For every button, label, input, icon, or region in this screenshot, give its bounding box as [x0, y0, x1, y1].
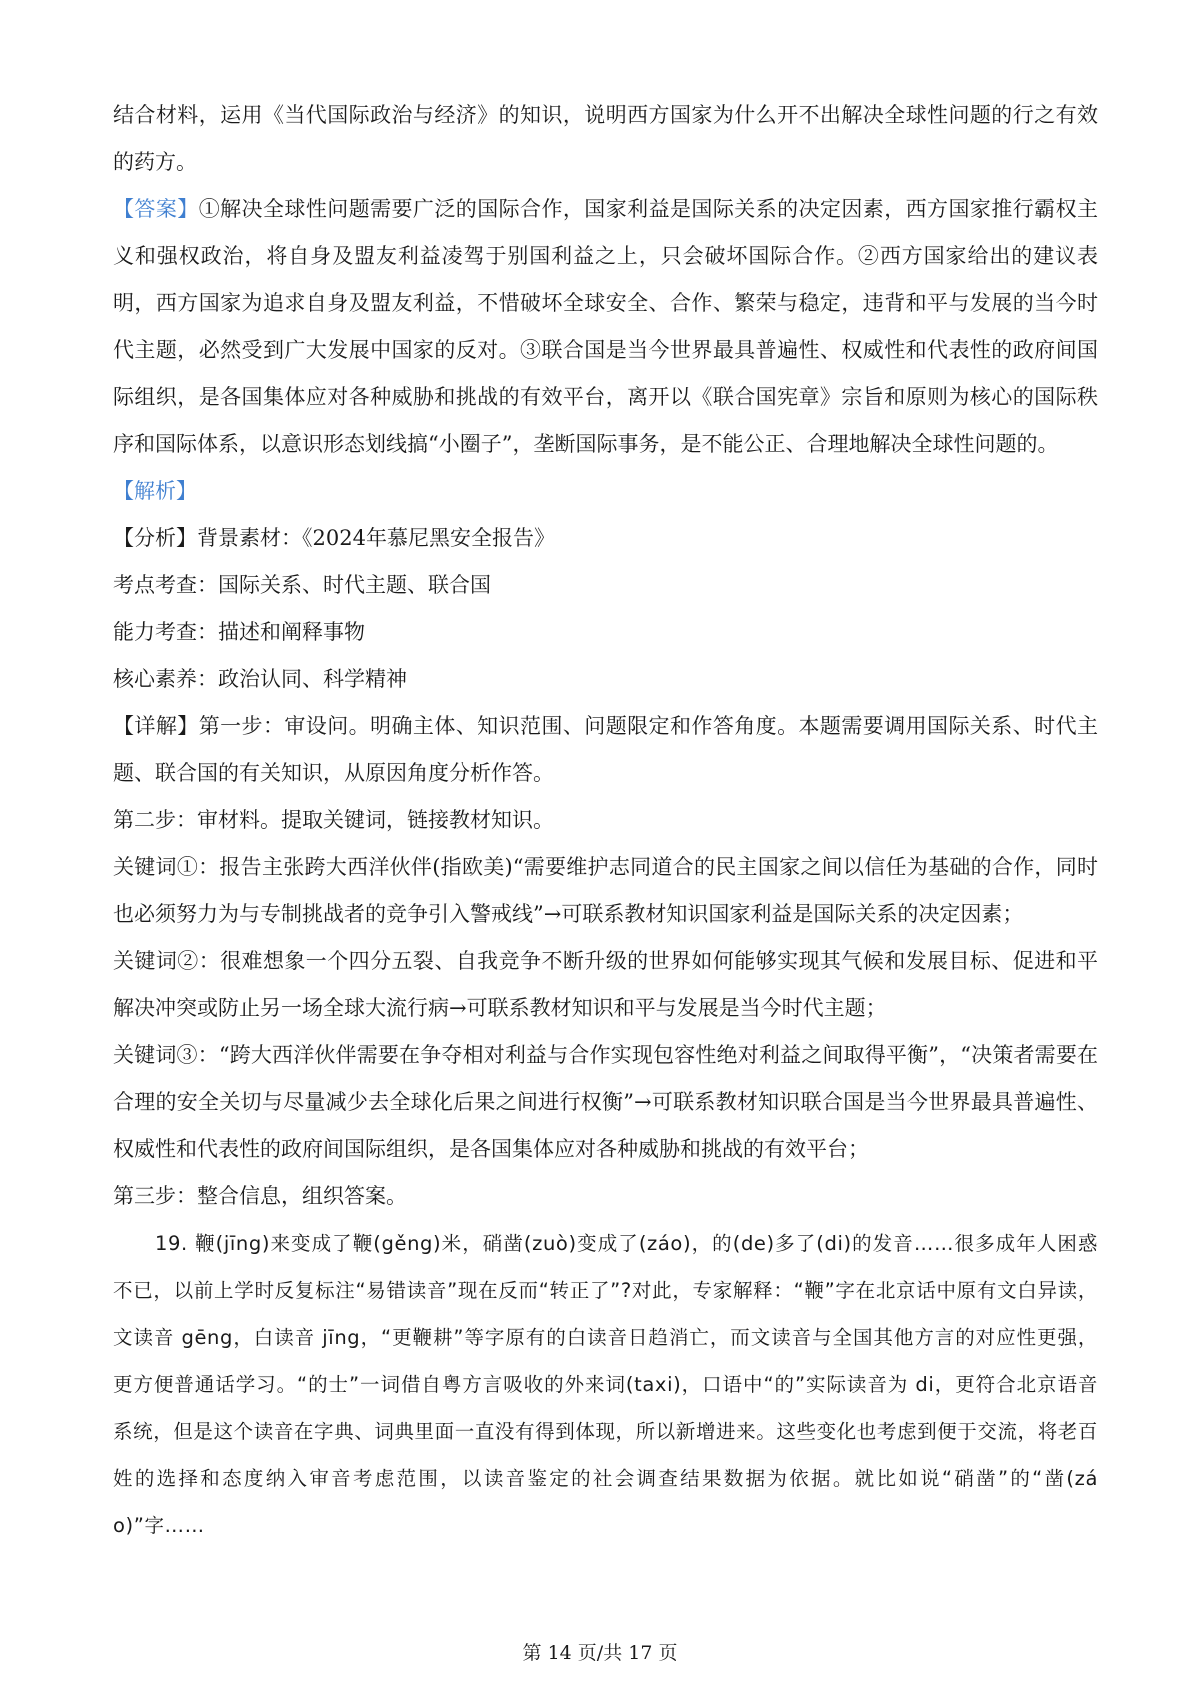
analysis-test-points: 考点考查：国际关系、时代主题、联合国 — [113, 573, 491, 597]
answer-paragraph — [113, 186, 1098, 468]
answer-label: 【答案】 — [113, 197, 199, 221]
detail-keyword1: 关键词①：报告主张跨大西洋伙伴(指欧美)“需要维护志同道合的民主国家之间以信任为基础的合作，同时也必须努力为与专制挑战者的竞争引入警戒线”→可联系教材知识国家利益是国际关系的决定因素； — [113, 855, 1098, 926]
analysis-core-literacy: 核心素养：政治认同、科学精神 — [113, 667, 407, 691]
detail-step2: 第二步：审材料。提取关键词，链接教材知识。 — [113, 808, 554, 832]
detail-step1: 【详解】第一步：审设问。明确主体、知识范围、问题限定和作答角度。本题需要调用国际关系、时代主题、联合国的有关知识，从原因角度分析作答。 — [113, 714, 1098, 785]
analysis-background: 【分析】背景素材：《2024年慕尼黑安全报告》 — [113, 526, 555, 550]
detail-keyword3: 关键词③：“跨大西洋伙伴需要在争夺相对利益与合作实现包容性绝对利益之间取得平衡”，“决策者需要在合理的安全关切与尽量减少去全球化后果之间进行权衡”→可联系教材知识联合国是当今世界最具普遍性、权威性和代表性的政府间国际组织，是各国集体应对各种威胁和挑战的有效平台； — [113, 1043, 1098, 1161]
answer-text: ①解决全球性问题需要广泛的国际合作，国家利益是国际关系的决定因素，西方国家推行霸权主义和强权政治，将自身及盟友利益凌驾于别国利益之上，只会破坏国际合作。②西方国家给出的建议表明，西方国家为追求自身及盟友利益，不惜破坏全球安全、合作、繁荣与稳定，违背和平与发展的当今时代主题，必然受到广大发展中国家的反对。③联合国是当今世界最具普遍性、权威性和代表性的政府间国际组织，是各国集体应对各种威胁和挑战的有效平台，离开以《联合国宪章》宗旨和原则为核心的国际秩序和国际体系，以意识形态划线搞“小圈子”，垄断国际事务，是不能公正、合理地解决全球性问题的。 — [113, 197, 1099, 456]
question-19: 19. 鞭(jīng)来变成了鞭(gěng)米，硝凿(zuò)变成了(záo)，的(de)多了(di)的发音……很多成年人困惑不已，以前上学时反复标注“易错读音”现在反而“转正了”?对此，专家解释：“鞭”字在北京话中原有文白异读，文读音 gēng，白读音 jīng，“更鞭耕”等字原有的白读音日趋消亡，而文读音与全国其他方言的对应性更强，更方便普通话学习。“的士”一词借自粤方言吸收的外来词(taxi)，口语中“的”实际读音为 di，更符合北京语音系统，但是这个读音在字典、词典里面一直没有得到体现，所以新增进来。这些变化也考虑到便于交流，将老百姓的选择和态度纳入审音考虑范围，以读音鉴定的社会调查结果数据为依据。就比如说“硝凿”的“凿(záo)”字…… — [113, 1232, 1098, 1537]
document-body — [113, 92, 1098, 1549]
page-footer: 第 14 页/共 17 页 — [522, 1642, 678, 1664]
detail-keyword2: 关键词②：很难想象一个四分五裂、自我竞争不断升级的世界如何能够实现其气候和发展目标、促进和平解决冲突或防止另一场全球大流行病→可联系教材知识和平与发展是当今时代主题； — [113, 949, 1098, 1020]
analysis-ability: 能力考查：描述和阐释事物 — [113, 620, 365, 644]
question-tail: 结合材料，运用《当代国际政治与经济》的知识，说明西方国家为什么开不出解决全球性问题的行之有效的药方。 — [113, 103, 1098, 174]
analysis-label: 【解析】 — [113, 479, 197, 503]
detail-step3: 第三步：整合信息，组织答案。 — [113, 1184, 407, 1208]
